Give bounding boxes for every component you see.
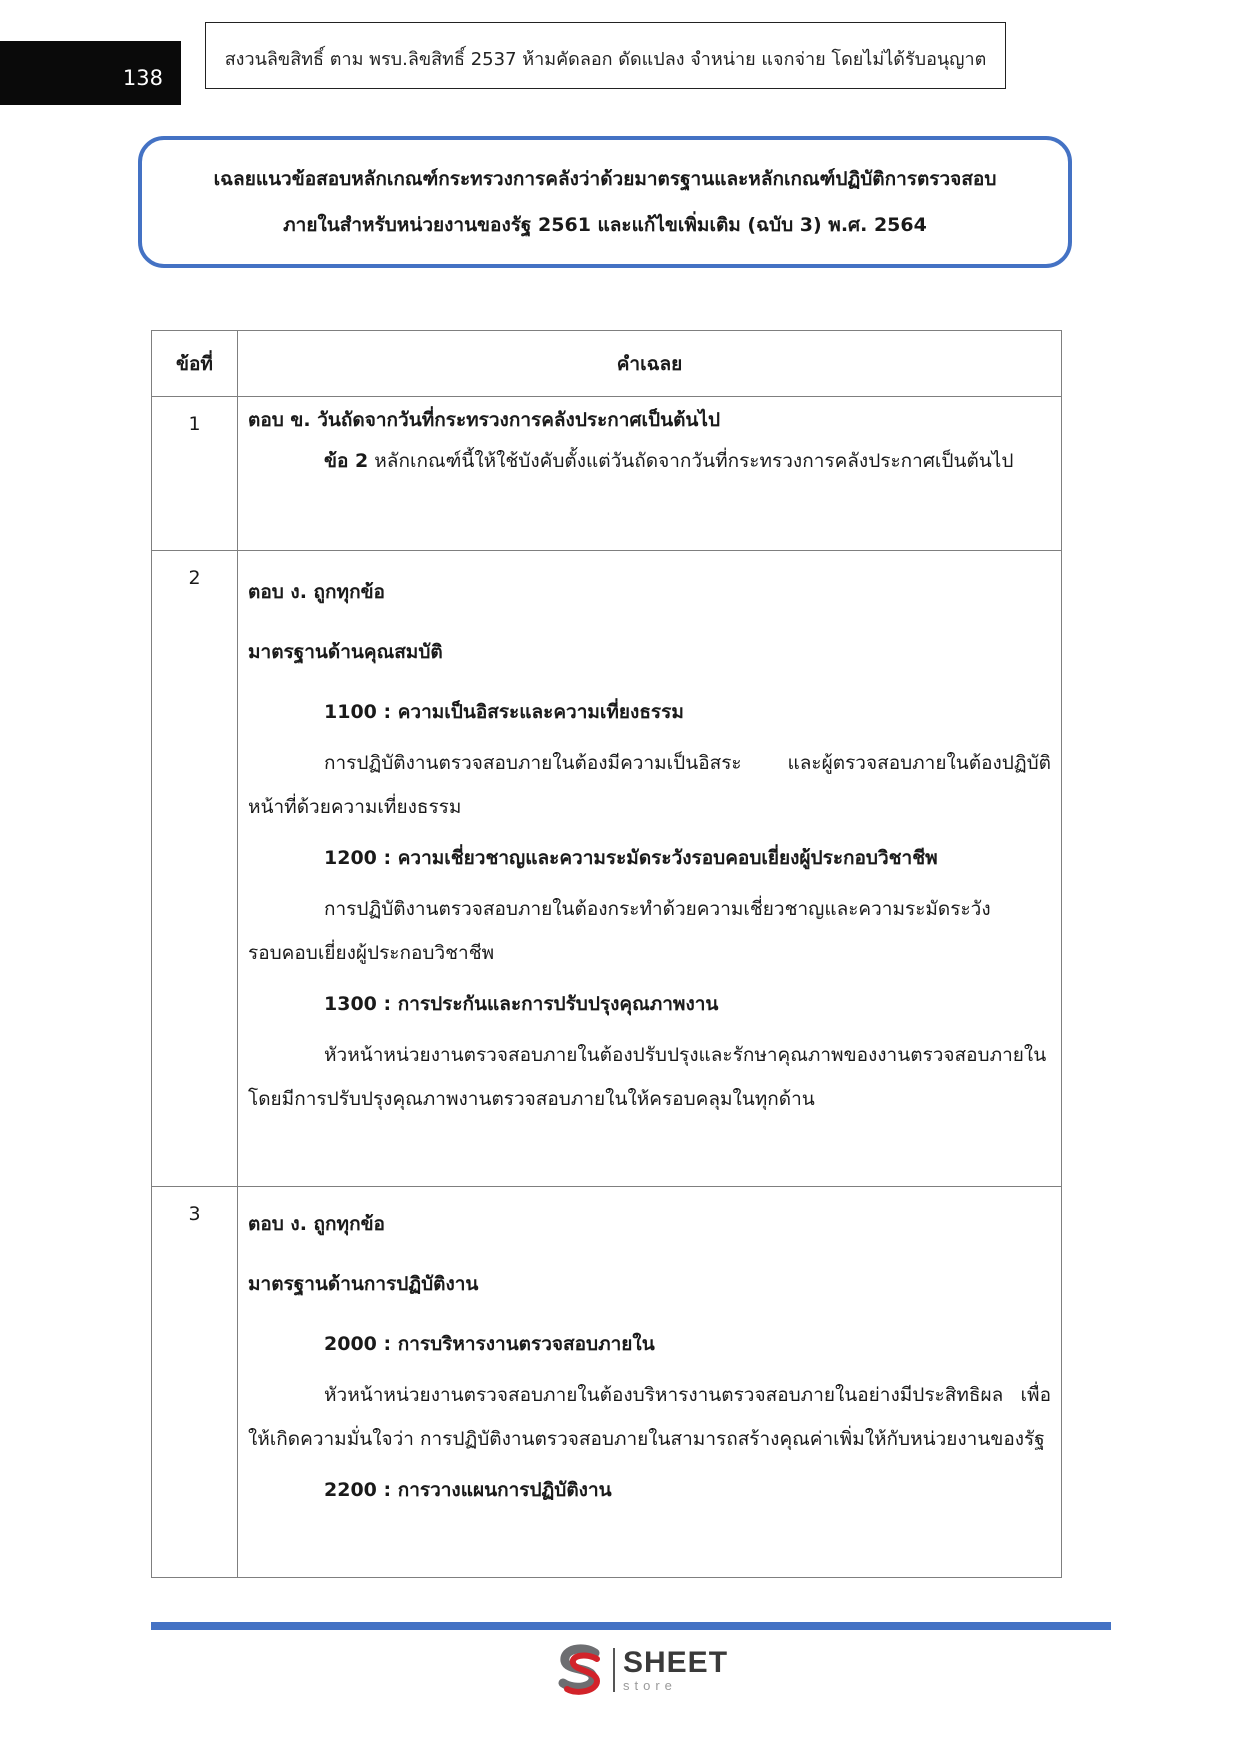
question-number: 1 bbox=[152, 397, 238, 551]
title-box bbox=[138, 136, 1072, 268]
table-header-row bbox=[152, 331, 1062, 397]
page-number-tab bbox=[0, 41, 181, 105]
footer-rule bbox=[151, 1622, 1111, 1630]
page-number: 138 bbox=[122, 66, 163, 90]
clause-label: ข้อ 2 bbox=[324, 450, 369, 472]
sheet-s-logo-icon bbox=[553, 1643, 607, 1697]
copyright-notice bbox=[205, 22, 1006, 89]
logo-separator bbox=[613, 1648, 615, 1692]
section-text: หัวหน้าหน่วยงานตรวจสอบภายในต้องบริหารงานตรวจสอบภายในอย่างมีประสิทธิผล เพื่อให้เกิดความมั่นใจว่า การปฏิบัติงานตรวจสอบภายในสามารถสร้างคุณค่าเพิ่มให้กับหน่วยงานของรัฐ bbox=[248, 1384, 1051, 1450]
table-row bbox=[152, 551, 1062, 1187]
answer-cell bbox=[238, 551, 1062, 1187]
question-number: 3 bbox=[152, 1187, 238, 1578]
sheet-store-logo bbox=[553, 1640, 728, 1700]
section-text: การปฏิบัติงานตรวจสอบภายในต้องกระทำด้วยความเชี่ยวชาญและความระมัดระวังรอบคอบเยี่ยงผู้ประกอบวิชาชีพ bbox=[248, 898, 991, 964]
answer-cell bbox=[238, 397, 1062, 551]
table-row bbox=[152, 1187, 1062, 1578]
question-number: 2 bbox=[152, 551, 238, 1187]
answer-cell bbox=[238, 1187, 1062, 1578]
section-text: การปฏิบัติงานตรวจสอบภายในต้องมีความเป็นอิสระ และผู้ตรวจสอบภายในต้องปฏิบัติหน้าที่ด้วยความเที่ยงธรรม bbox=[248, 752, 1051, 818]
standard-heading: มาตรฐานด้านการปฏิบัติงาน bbox=[248, 1273, 479, 1295]
answer-choice: ตอบ ง. ถูกทุกข้อ bbox=[248, 581, 385, 603]
title-line-2: ภายในสำหรับหน่วยงานของรัฐ 2561 และแก้ไขเพิ่มเติม (ฉบับ 3) พ.ศ. 2564 bbox=[283, 214, 927, 236]
answer-choice: ตอบ ข. วันถัดจากวันที่กระทรวงการคลังประกาศเป็นต้นไป bbox=[248, 409, 721, 431]
clause-text: หลักเกณฑ์นี้ให้ใช้บังคับตั้งแต่วันถัดจากวันที่กระทรวงการคลังประกาศเป็นต้นไป bbox=[368, 450, 1014, 472]
answer-choice: ตอบ ง. ถูกทุกข้อ bbox=[248, 1213, 385, 1235]
section-title: 1100 : ความเป็นอิสระและความเที่ยงธรรม bbox=[324, 701, 684, 723]
logo-sheet-text: SHEET bbox=[623, 1646, 729, 1679]
column-header-answer: คำเฉลย bbox=[238, 331, 1062, 397]
section-title: 2200 : การวางแผนการปฏิบัติงาน bbox=[324, 1479, 612, 1501]
title-line-1: เฉลยแนวข้อสอบหลักเกณฑ์กระทรวงการคลังว่าด้วยมาตรฐานและหลักเกณฑ์ปฏิบัติการตรวจสอบ bbox=[213, 168, 997, 190]
clause-paragraph bbox=[248, 439, 1051, 483]
section-title: 1200 : ความเชี่ยวชาญและความระมัดระวังรอบคอบเยี่ยงผู้ประกอบวิชาชีพ bbox=[324, 847, 938, 869]
table-row bbox=[152, 397, 1062, 551]
standard-heading: มาตรฐานด้านคุณสมบัติ bbox=[248, 641, 443, 663]
section-text: หัวหน้าหน่วยงานตรวจสอบภายในต้องปรับปรุงและรักษาคุณภาพของงานตรวจสอบภายในโดยมีการปรับปรุงคุณภาพงานตรวจสอบภายในให้ครอบคลุมในทุกด้าน bbox=[248, 1044, 1047, 1110]
logo-store-text: store bbox=[623, 1678, 677, 1693]
column-header-number: ข้อที่ bbox=[152, 331, 238, 397]
copyright-text: สงวนลิขสิทธิ์ ตาม พรบ.ลิขสิทธิ์ 2537 ห้ามคัดลอก ดัดแปลง จำหน่าย แจกจ่าย โดยไม่ได้รับอนุญาต bbox=[224, 49, 987, 70]
answer-table bbox=[151, 330, 1062, 1578]
section-title: 2000 : การบริหารงานตรวจสอบภายใน bbox=[324, 1333, 655, 1355]
section-title: 1300 : การประกันและการปรับปรุงคุณภาพงาน bbox=[324, 993, 719, 1015]
logo-wordmark bbox=[623, 1648, 728, 1692]
